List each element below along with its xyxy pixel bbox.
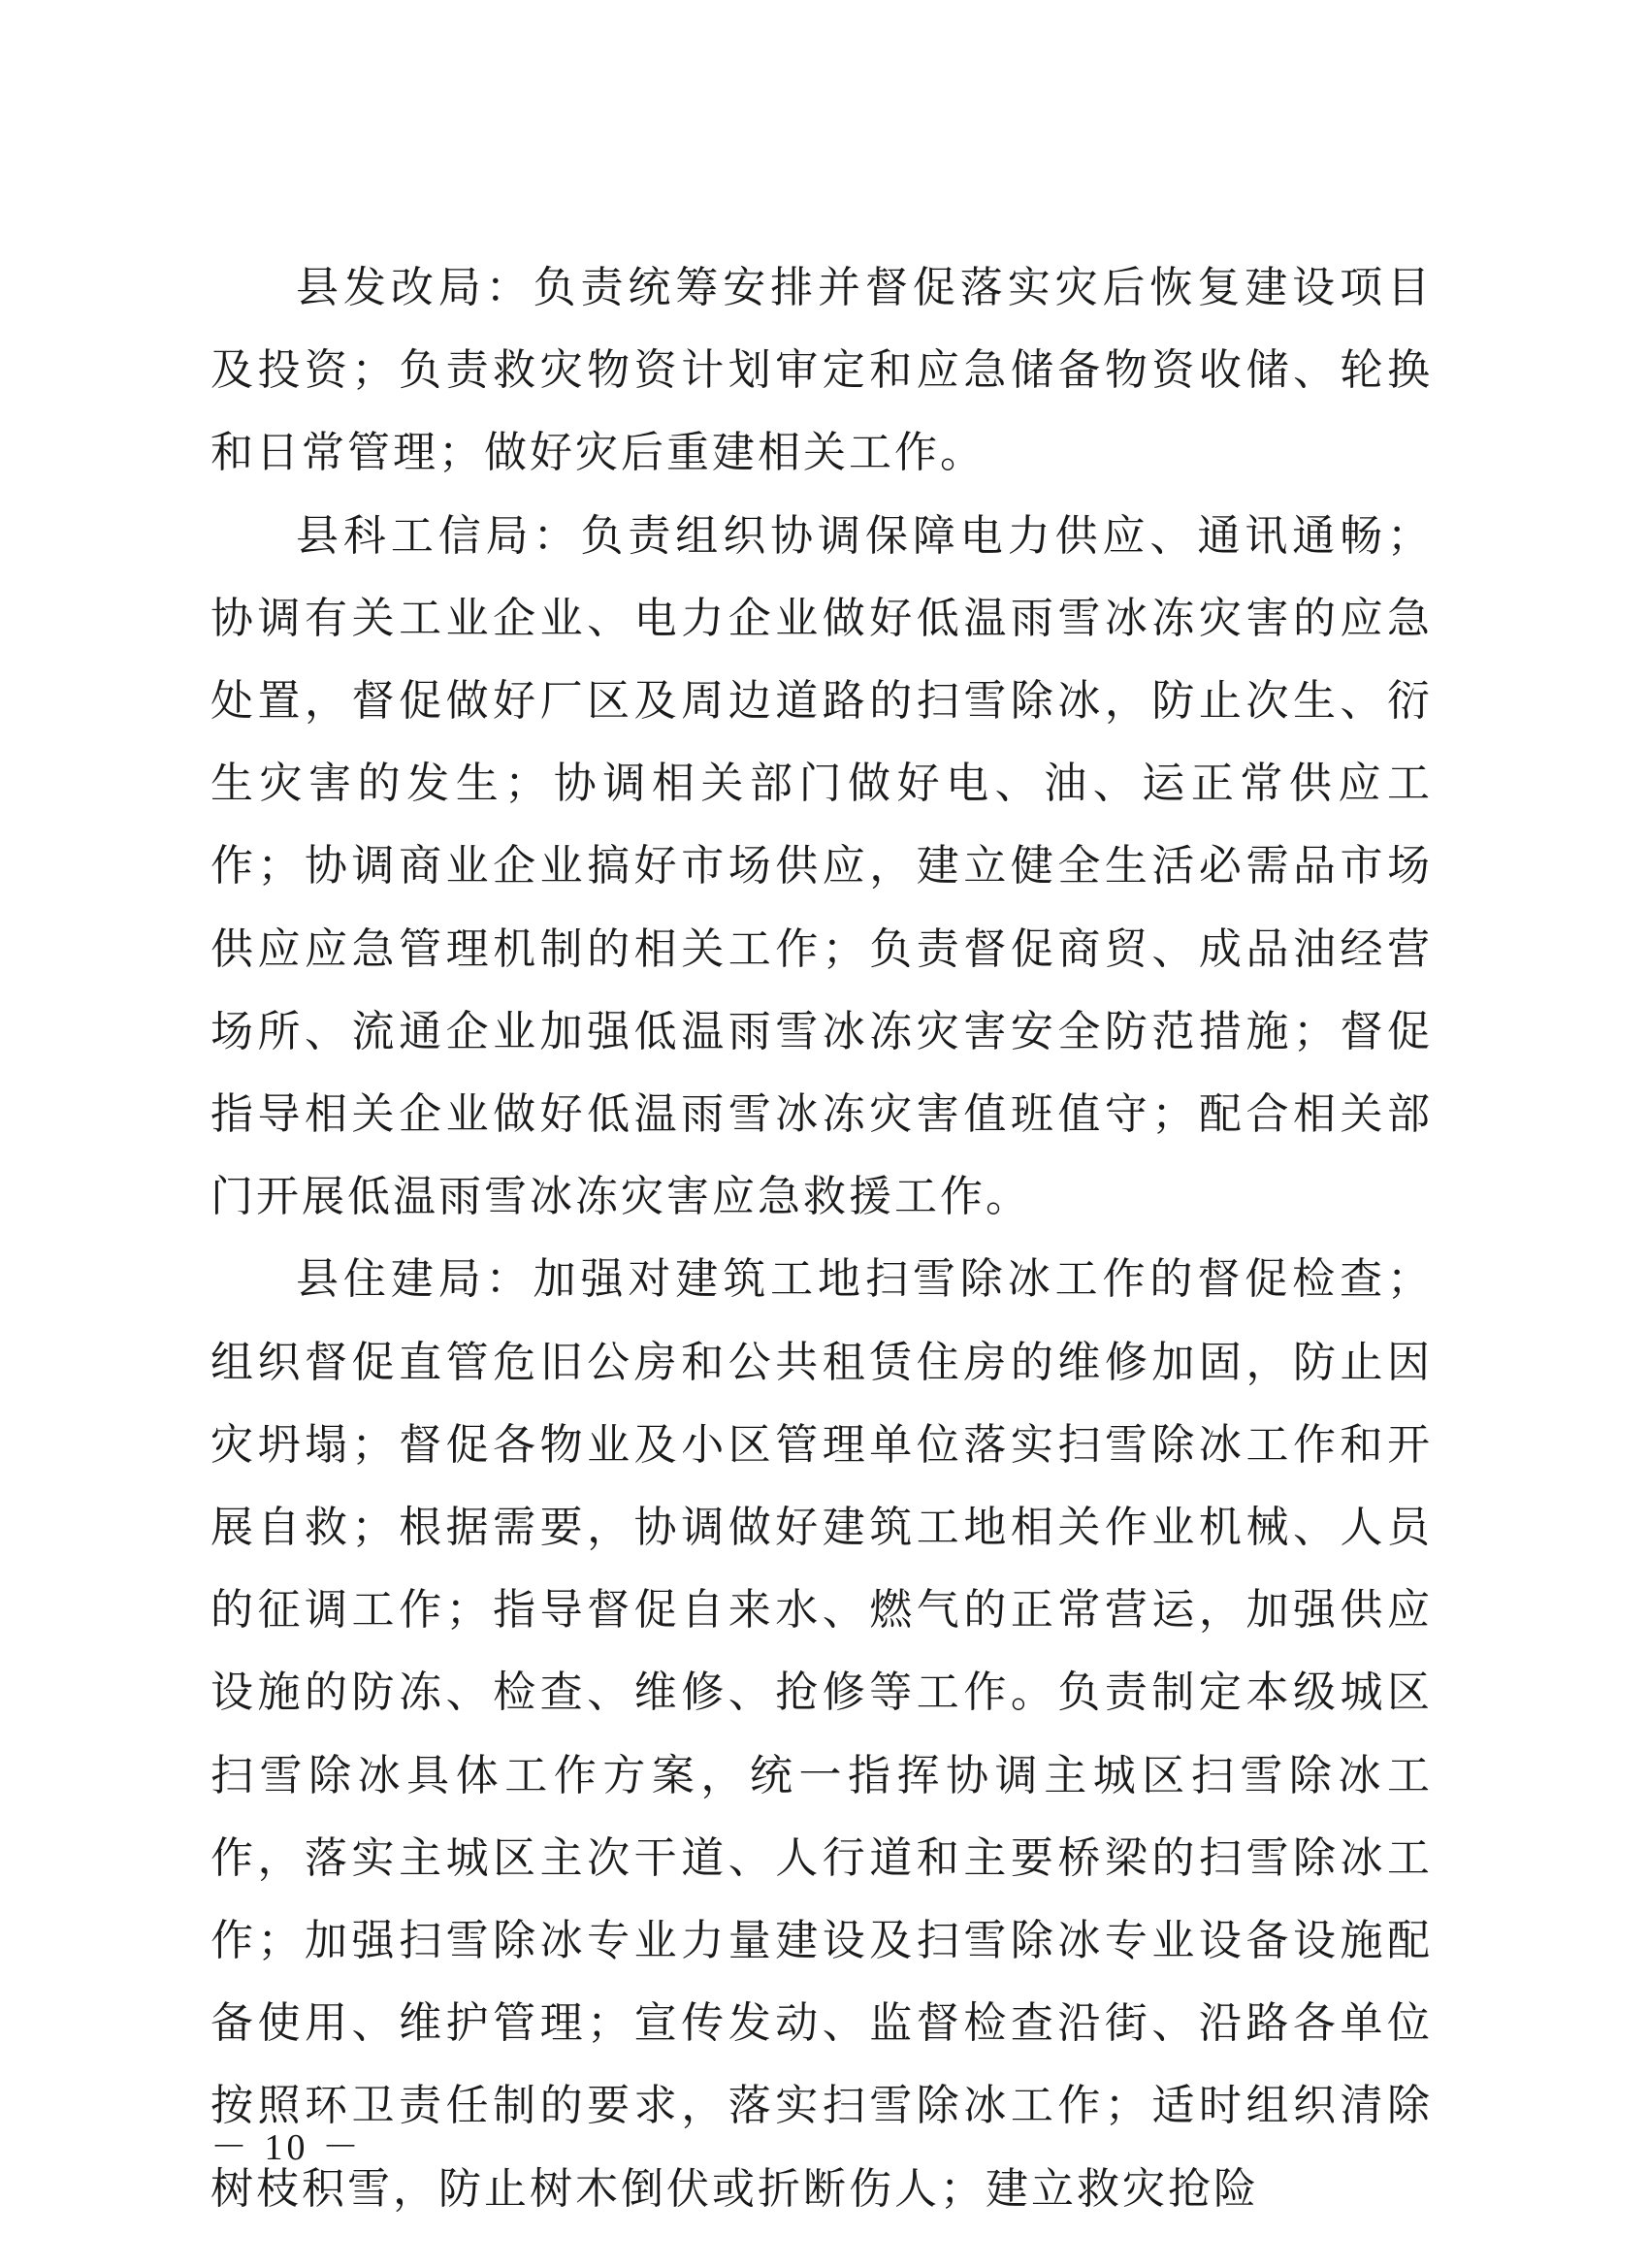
- page-number: － 10 －: [210, 2127, 364, 2168]
- paragraph-science-industry-bureau: 县科工信局：负责组织协调保障电力供应、通讯通畅；协调有关工业企业、电力企业做好低温雨雪冰冻灾害的应急处置，督促做好厂区及周边道路的扫雪除冰，防止次生、衍生灾害的发生；协调相关部门做好电、油、运正常供应工作；协调商业企业搞好市场供应，建立健全生活必需品市场供应应急管理机制的相关工作；负责督促商贸、成品油经营场所、流通企业加强低温雨雪冰冻灾害安全防范措施；督促指导相关企业做好低温雨雪冰冻灾害值班值守；配合相关部门开展低温雨雪冰冻灾害应急救援工作。: [210, 510, 1433, 1222]
- paragraph-housing-construction-bureau: 县住建局：加强对建筑工地扫雪除冰工作的督促检查；组织督促直管危旧公房和公共租赁住房的维修加固，防止因灾坍塌；督促各物业及小区管理单位落实扫雪除冰工作和开展自救；根据需要，协调做好建筑工地相关作业机械、人员的征调工作；指导督促自来水、燃气的正常营运，加强供应设施的防冻、检查、维修、抢修等工作。负责制定本级城区扫雪除冰具体工作方案，统一指挥协调主城区扫雪除冰工作，落实主城区主次干道、人行道和主要桥梁的扫雪除冰工作；加强扫雪除冰专业力量建设及扫雪除冰专业设备设施配备使用、维护管理；宣传发动、监督检查沿街、沿路各单位按照环卫责任制的要求，落实扫雪除冰工作；适时组织清除树枝积雪，防止树木倒伏或折断伤人；建立救灾抢险: [210, 1254, 1433, 2214]
- body-text: [210, 246, 1433, 2230]
- paragraph-development-reform-bureau: 县发改局：负责统筹安排并督促落实灾后恢复建设项目及投资；负责救灾物资计划审定和应急储备物资收储、轮换和日常管理；做好灾后重建相关工作。: [210, 263, 1433, 478]
